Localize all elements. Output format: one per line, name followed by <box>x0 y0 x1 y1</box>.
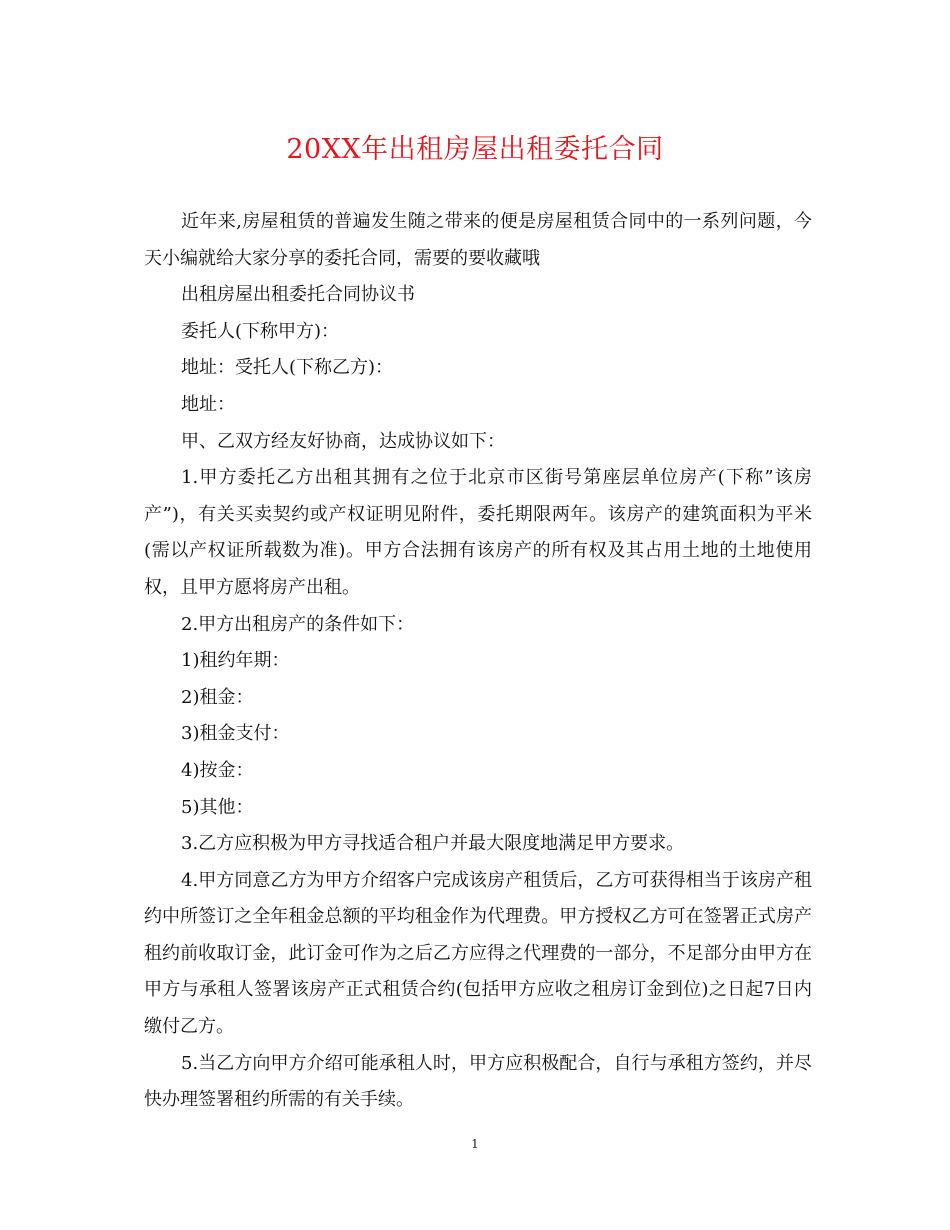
document-body <box>144 204 812 1119</box>
paragraph-address: 地址： <box>181 393 235 415</box>
document-title: 20XX年出租房屋出租委托合同 <box>286 134 664 165</box>
paragraph-rent-payment: 3)租金支付： <box>181 723 290 745</box>
paragraph-clause-3: 3.乙方应积极为甲方寻找适合租户并最大限度地满足甲方要求。 <box>181 833 685 855</box>
paragraph-agreement: 甲、乙双方经友好协商，达成协议如下： <box>181 430 505 452</box>
paragraph-rent: 2)租金： <box>181 686 254 708</box>
paragraph-principal: 委托人(下称甲方)： <box>181 320 340 342</box>
paragraph-deposit: 4)按金： <box>181 759 254 781</box>
paragraph-term: 1)租约年期： <box>181 650 290 672</box>
paragraph-clause-4: 4.甲方同意乙方为甲方介绍客户完成该房产租赁后，乙方可获得相当于该房产租约中所签订之全年租金总额的平均租金作为代理费。甲方授权乙方可在签署正式房产租约前收取订金，此订金可作为之后乙方应得之代理费的一部分，不足部分由甲方在甲方与承租人签署该房产正式租赁合约(包括甲方应收之租房订金到位)之日起7日内缴付乙方。 <box>144 869 812 1038</box>
paragraph-intro: 近年来,房屋租赁的普遍发生随之带来的便是房屋租赁合同中的一系列问题，今天小编就给大家分享的委托合同，需要的要收藏哦 <box>144 211 812 269</box>
paragraph-heading: 出租房屋出租委托合同协议书 <box>181 284 415 306</box>
paragraph-clause-5: 5.当乙方向甲方介绍可能承租人时，甲方应积极配合，自行与承租方签约，并尽快办理签署租约所需的有关手续。 <box>144 1052 812 1111</box>
paragraph-address-agent: 地址：受托人(下称乙方)： <box>181 357 394 379</box>
paragraph-other: 5)其他： <box>181 796 254 818</box>
paragraph-clause-1: 1.甲方委托乙方出租其拥有之位于北京市区街号第座层单位房产(下称”该房产”)，有关买卖契约或产权证明见附件，委托期限两年。该房产的建筑面积为平米(需以产权证所载数为准)。甲方合法拥有该房产的所有权及其占用土地的土地使用权，且甲方愿将房产出租。 <box>144 467 812 598</box>
page-number: 1 <box>471 1137 479 1151</box>
paragraph-clause-2: 2.甲方出租房产的条件如下： <box>181 613 415 635</box>
